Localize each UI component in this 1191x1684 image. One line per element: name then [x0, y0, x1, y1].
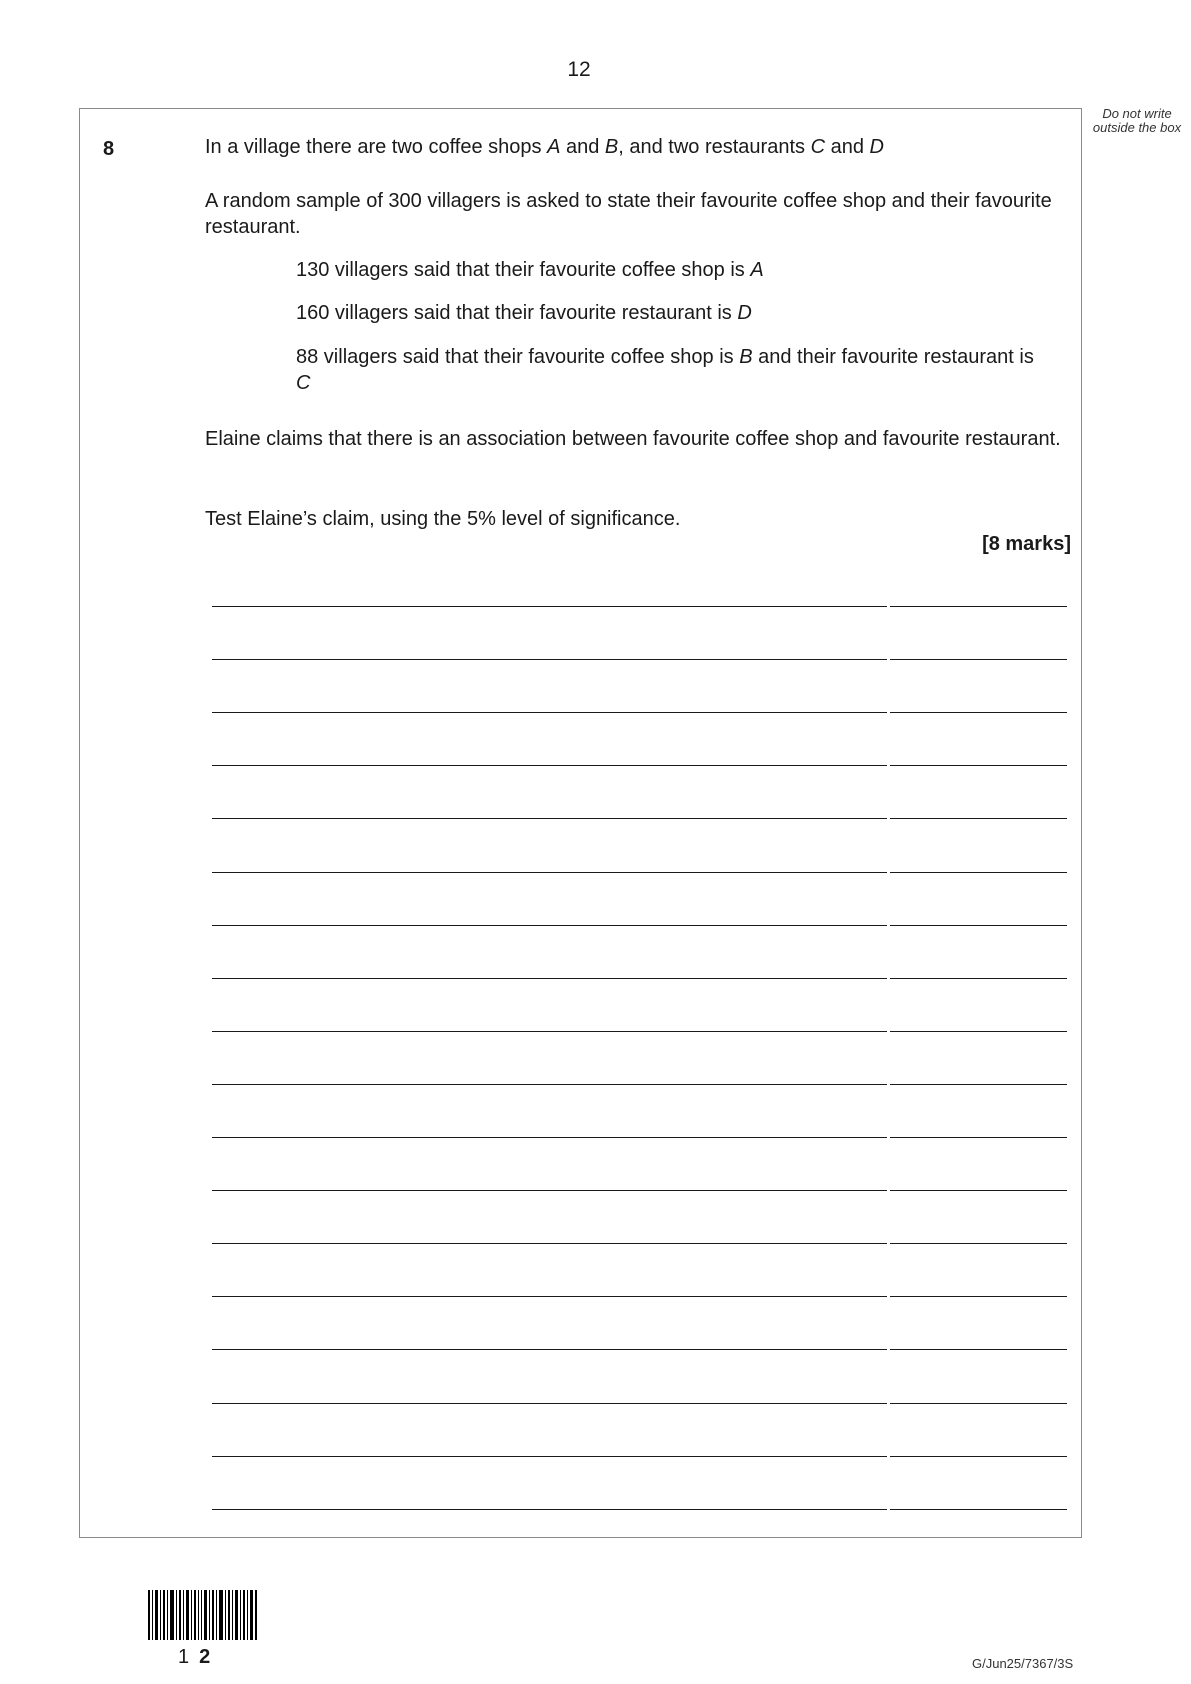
answer-line[interactable]	[212, 765, 1067, 766]
answer-line[interactable]	[212, 1190, 1067, 1191]
answer-line[interactable]	[212, 712, 1067, 713]
answer-line[interactable]	[212, 1296, 1067, 1297]
answer-line[interactable]	[212, 1137, 1067, 1138]
fact-coffee-b-restaurant-c: 88 villagers said that their favourite coffee shop is B and their favourite restaurant is C	[296, 346, 1034, 394]
fact-coffee-a: 130 villagers said that their favourite coffee shop is A	[296, 259, 764, 281]
task-instruction: Test Elaine’s claim, using the 5% level of significance.	[205, 508, 681, 530]
footer-code: G/Jun25/7367/3S	[972, 1656, 1074, 1671]
marks-label: [8 marks]	[982, 533, 1071, 555]
sample-description: A random sample of 300 villagers is asked to state their favourite coffee shop and their favourite restaurant.	[205, 190, 1052, 238]
fact-restaurant-d: 160 villagers said that their favourite restaurant is D	[296, 302, 752, 324]
margin-note: Do not write outside the box	[1092, 106, 1182, 135]
answer-line[interactable]	[212, 872, 1067, 873]
answer-line[interactable]	[212, 1509, 1067, 1510]
page-number: 12	[567, 58, 591, 81]
answer-line[interactable]	[212, 659, 1067, 660]
answer-line[interactable]	[212, 1403, 1067, 1404]
question-number: 8	[103, 138, 115, 160]
answer-line[interactable]	[212, 925, 1067, 926]
answer-line[interactable]	[212, 1031, 1067, 1032]
answer-line[interactable]	[212, 1349, 1067, 1350]
barcode-digits: 12	[178, 1646, 221, 1668]
elaine-claim: Elaine claims that there is an association between favourite coffee shop and favourite restaurant.	[205, 428, 1061, 450]
answer-line[interactable]	[212, 978, 1067, 979]
answer-line[interactable]	[212, 818, 1067, 819]
answer-line[interactable]	[212, 1084, 1067, 1085]
barcode	[148, 1590, 258, 1640]
answer-line[interactable]	[212, 1243, 1067, 1244]
answer-line[interactable]	[212, 1456, 1067, 1457]
question-intro: In a village there are two coffee shops A and B, and two restaurants C and D	[205, 136, 884, 158]
answer-line[interactable]	[212, 606, 1067, 607]
